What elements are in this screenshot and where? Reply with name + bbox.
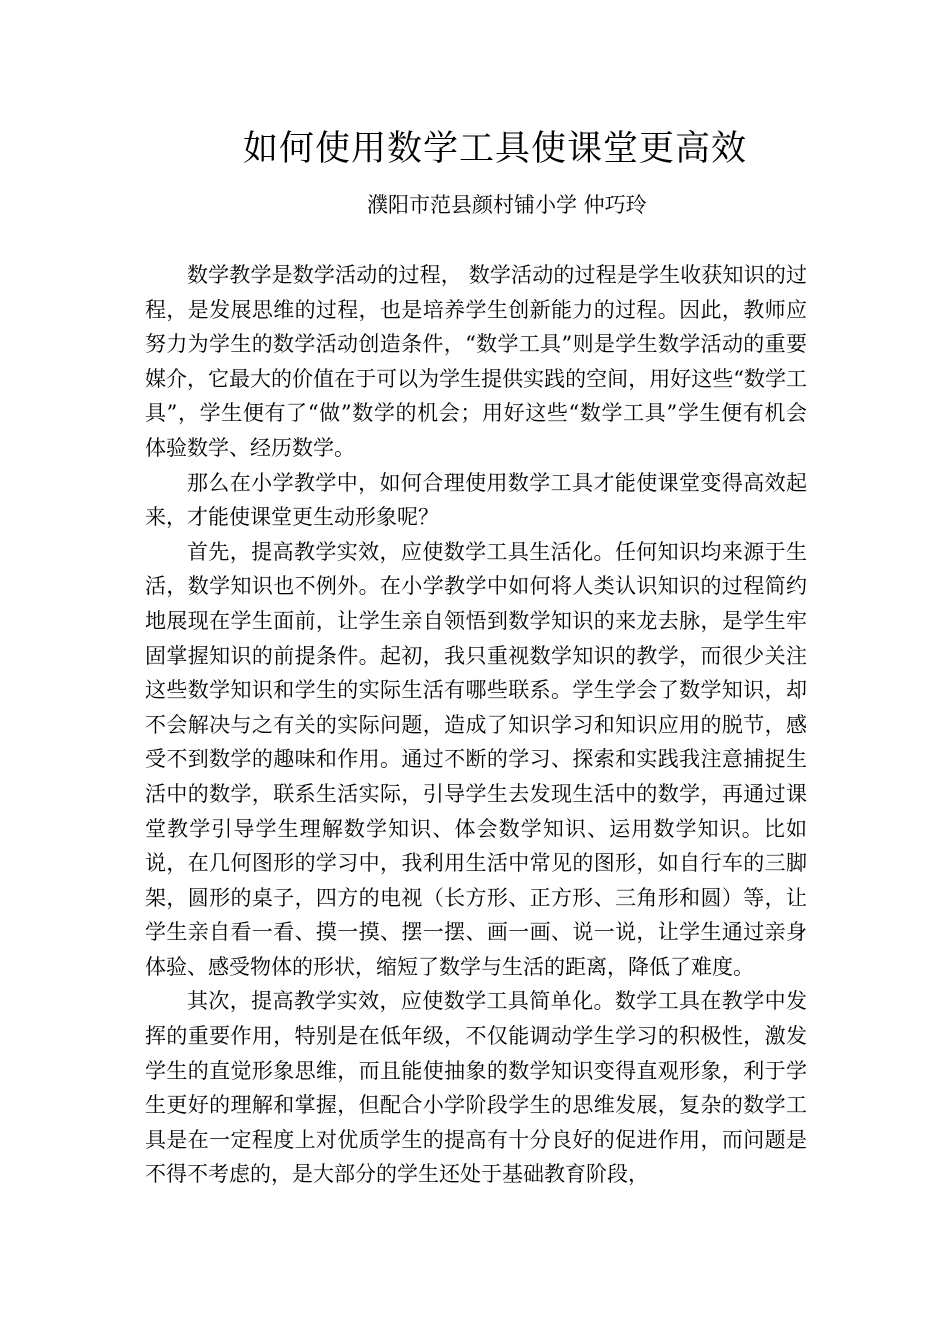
document-body	[145, 258, 807, 1192]
paragraph: 首先，提高教学实效，应使数学工具生活化。任何知识均来源于生活，数学知识也不例外。在小学教学中如何将人类认识知识的过程简约地展现在学生面前，让学生亲自领悟到数学知识的来龙去脉，是学生牢固掌握知识的前提条件。起初，我只重视数学知识的教学，而很少关注这些数学知识和学生的实际生活有哪些联系。学生学会了数学知识，却不会解决与之有关的实际问题，造成了知识学习和知识应用的脱节，感受不到数学的趣味和作用。通过不断的学习、探索和实践我注意捕捉生活中的数学，联系生活实际，引导学生去发现生活中的数学，再通过课堂教学引导学生理解数学知识、体会数学知识、运用数学知识。比如说，在几何图形的学习中，我利用生活中常见的图形，如自行车的三脚架，圆形的桌子，四方的电视（长方形、正方形、三角形和圆）等，让学生亲自看一看、摸一摸、摆一摆、画一画、说一说，让学生通过亲身体验、感受物体的形状，缩短了数学与生活的距离，降低了难度。	[145, 539, 807, 979]
document-title: 如何使用数学工具使课堂更高效	[242, 129, 747, 169]
document-author: 濮阳市范县颜村铺小学 仲巧玲	[367, 193, 647, 217]
paragraph: 其次，提高教学实效，应使数学工具简单化。数学工具在教学中发挥的重要作用，特别是在低年级，不仅能调动学生学习的积极性，激发学生的直觉形象思维，而且能使抽象的数学知识变得直观形象，利于学生更好的理解和掌握，但配合小学阶段学生的思维发展，复杂的数学工具是在一定程度上对优质学生的提高有十分良好的促进作用，而问题是不得不考虑的，是大部分的学生还处于基础教育阶段，	[145, 989, 807, 1187]
paragraph: 那么在小学教学中，如何合理使用数学工具才能使课堂变得高效起来，才能使课堂更生动形象呢？	[145, 470, 807, 530]
paragraph: 数学教学是数学活动的过程， 数学活动的过程是学生收获知识的过程，是发展思维的过程，也是培养学生创新能力的过程。因此，教师应努力为学生的数学活动创造条件，“数学工具”则是学生数学活动的重要媒介，它最大的价值在于可以为学生提供实践的空间，用好这些“数学工具”，学生便有了“做”数学的机会；用好这些“数学工具”学生便有机会体验数学、经历数学。	[145, 263, 807, 460]
